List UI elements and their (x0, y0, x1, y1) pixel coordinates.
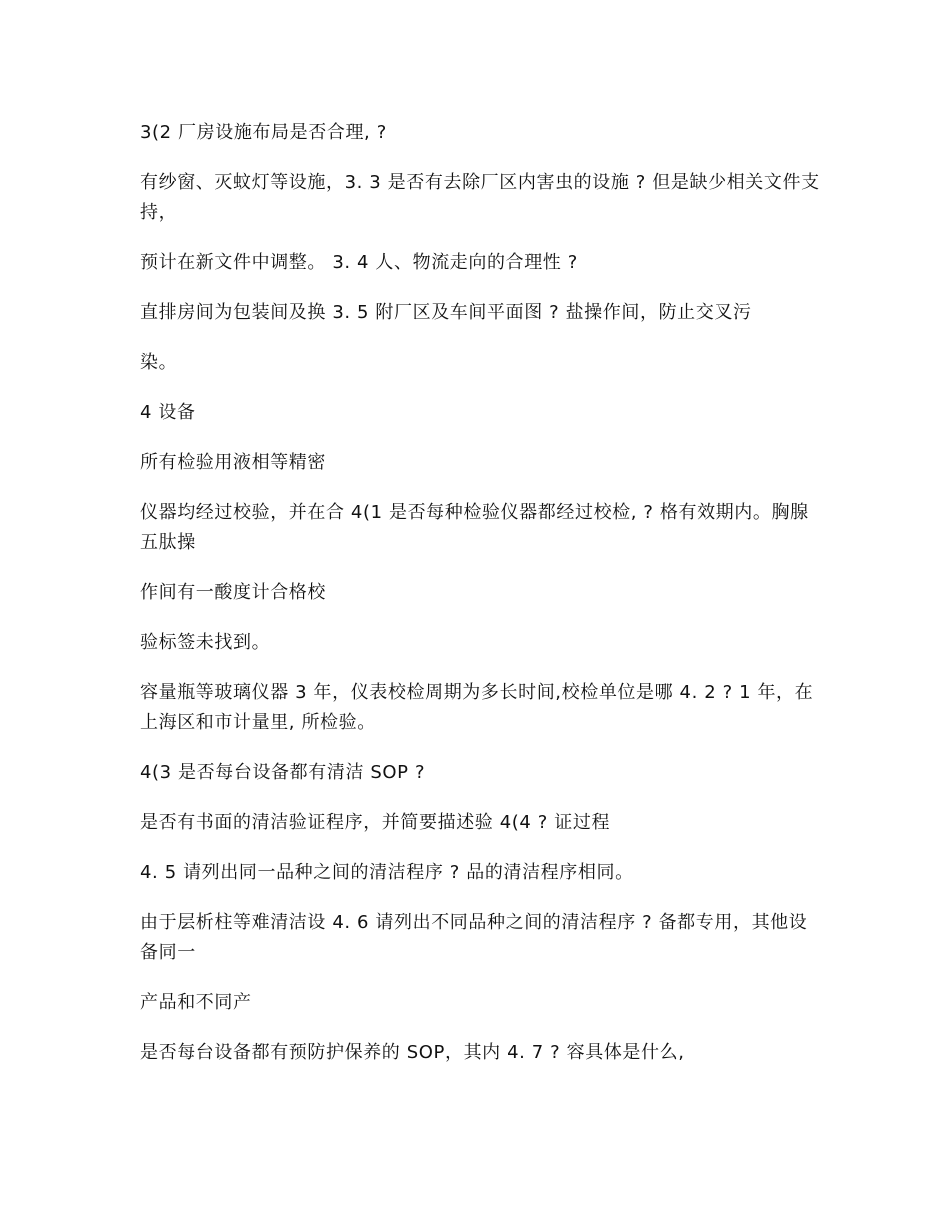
paragraph-4-7: 是否每台设备都有预防护保养的 SOP，其内 4. 7 ? 容具体是什么, (140, 1042, 685, 1063)
paragraph-4-intro: 所有检验用液相等精密 (140, 452, 326, 473)
paragraph-4-6-cont: 产品和不同产 (140, 992, 252, 1013)
paragraph-4-4: 是否有书面的清洁验证程序，并简要描述验 4(4 ? 证过程 (140, 812, 611, 833)
section-heading-4: 4 设备 (140, 402, 196, 423)
paragraph-4-2: 容量瓶等玻璃仪器 3 年，仪表校检周期为多长时间,校检单位是哪 4. 2 ? 1 年，在上海区和市计量里, 所检验。 (140, 682, 814, 733)
paragraph-3-5-cont: 染。 (140, 352, 178, 373)
paragraph-4-1: 仪器均经过校验，并在合 4(1 是否每种检验仪器都经过校检, ? 格有效期内。胸腺五肽操 (140, 502, 809, 553)
paragraph-3-4: 预计在新文件中调整。 3. 4 人、物流走向的合理性 ? (140, 252, 578, 273)
paragraph-4-6: 由于层析柱等难清洁设 4. 6 请列出不同品种之间的清洁程序 ? 备都专用，其他设备同一 (140, 912, 808, 963)
document-body (140, 118, 825, 1088)
paragraph-4-3: 4(3 是否每台设备都有清洁 SOP ? (140, 762, 426, 783)
paragraph-4-5: 4. 5 请列出同一品种之间的清洁程序 ? 品的清洁程序相同。 (140, 862, 634, 883)
paragraph-3-2: 3(2 厂房设施布局是否合理, ? (140, 122, 387, 143)
paragraph-4-1-cont-2: 验标签未找到。 (140, 632, 271, 653)
paragraph-4-1-cont: 作间有一酸度计合格校 (140, 582, 326, 603)
paragraph-3-3: 有纱窗、灭蚊灯等设施，3. 3 是否有去除厂区内害虫的设施 ? 但是缺少相关文件支持， (140, 172, 820, 223)
paragraph-3-5: 直排房间为包装间及换 3. 5 附厂区及车间平面图 ? 盐操作间，防止交叉污 (140, 302, 752, 323)
